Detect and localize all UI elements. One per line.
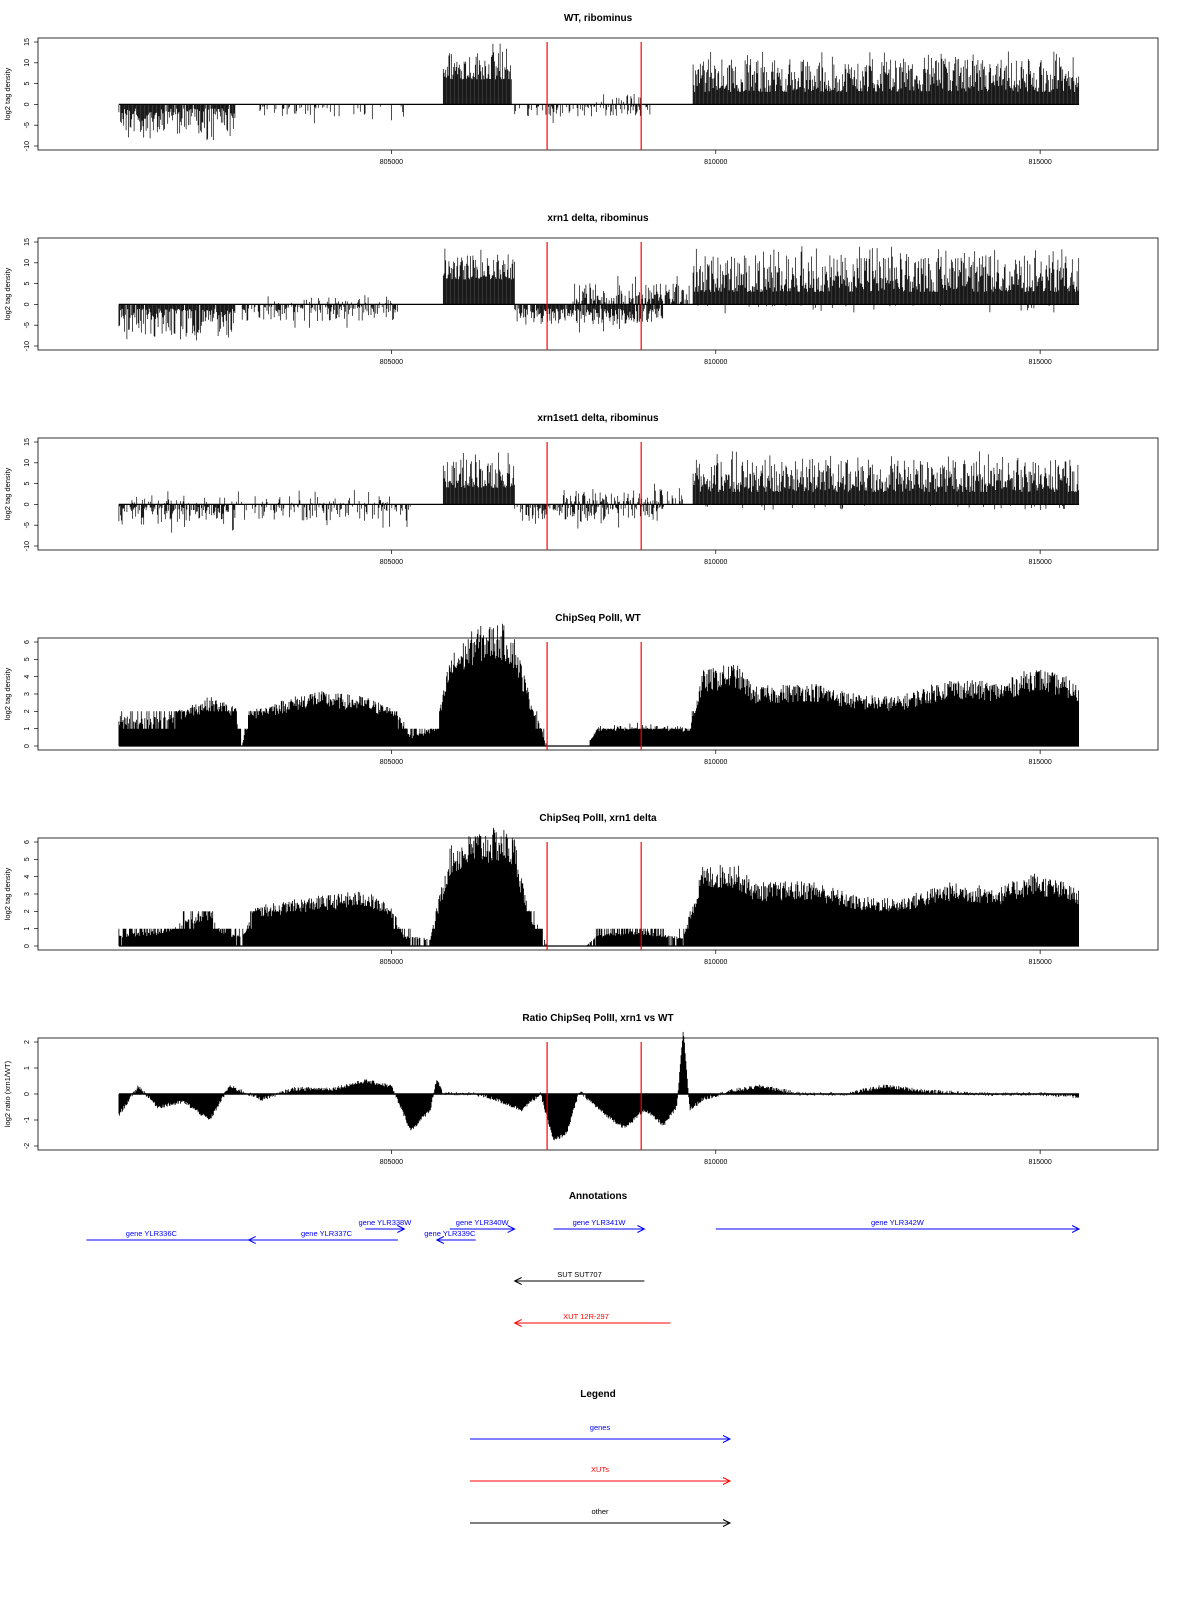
tag-density-bars: [245, 504, 411, 527]
ratio-area: [119, 1032, 1079, 1140]
track-panel-2: [3, 213, 1158, 366]
y-tick-label: -5: [24, 522, 31, 529]
data-series: [119, 624, 1079, 746]
y-tick-label: 0: [24, 302, 31, 307]
y-tick-label: 1: [24, 1066, 31, 1070]
x-tick-label: 805000: [379, 759, 404, 766]
y-tick-label: 2: [24, 1040, 31, 1044]
polii-density-bars: [119, 624, 1079, 746]
y-tick-label: 5: [24, 481, 31, 486]
data-series: [119, 828, 1079, 946]
y-tick-label: 3: [24, 692, 31, 696]
tag-density-bars: [698, 304, 1054, 313]
x-tick-label: 805000: [379, 959, 404, 966]
track-panel-6: [3, 1013, 1158, 1166]
y-tick-label: 15: [24, 38, 31, 46]
y-axis-label: log2 tag density: [3, 867, 12, 921]
y-tick-label: 15: [24, 238, 31, 246]
y-axis: [24, 38, 38, 151]
track-panel-1: [3, 13, 1158, 166]
tag-density-bars: [443, 44, 511, 105]
x-tick-label: 805000: [379, 159, 404, 166]
tag-density-bars: [132, 490, 390, 504]
y-axis: [24, 640, 38, 748]
y-tick-label: -5: [24, 322, 31, 329]
tag-density-bars: [706, 504, 1064, 510]
track-panels: [3, 13, 1158, 1166]
legend-label: XUTs: [591, 1465, 609, 1474]
y-tick-label: 5: [24, 81, 31, 86]
x-tick-label: 805000: [379, 359, 404, 366]
tag-density-bars: [693, 246, 1079, 304]
y-tick-label: 6: [24, 640, 31, 644]
annotation-gene-ylr342w: [716, 1218, 1079, 1233]
data-series: [119, 451, 1079, 532]
tag-density-bars: [597, 94, 641, 104]
y-axis: [24, 238, 38, 351]
y-axis: [24, 840, 38, 948]
x-tick-label: 815000: [1028, 559, 1052, 566]
data-series: [119, 246, 1079, 340]
tag-density-bars: [260, 104, 339, 123]
tag-density-bars: [573, 276, 689, 305]
tag-density-bars: [693, 451, 1079, 504]
y-tick-label: 2: [24, 909, 31, 914]
annotation-xut-12r-297: [515, 1312, 671, 1327]
legend-entry-xuts: [470, 1465, 730, 1485]
tag-density-bars: [693, 52, 1079, 105]
x-tick-label: 815000: [1028, 159, 1052, 166]
x-axis: [380, 550, 1052, 566]
annotation-gene-ylr337c: [249, 1229, 398, 1244]
y-axis: [24, 438, 38, 551]
y-tick-label: 5: [24, 657, 31, 662]
tag-density-bars: [354, 104, 404, 120]
x-tick-label: 815000: [1028, 359, 1052, 366]
x-axis: [380, 950, 1052, 966]
y-tick-label: 0: [24, 502, 31, 507]
y-axis-label: log2 tag density: [3, 467, 12, 521]
x-tick-label: 810000: [704, 159, 728, 166]
x-tick-label: 810000: [704, 359, 728, 366]
y-tick-label: 10: [24, 258, 31, 267]
x-tick-label: 810000: [704, 959, 728, 966]
y-tick-label: 0: [24, 944, 31, 948]
x-tick-label: 805000: [379, 559, 404, 566]
x-tick-label: 810000: [704, 1159, 728, 1166]
y-tick-label: 1: [24, 726, 31, 731]
data-series: [119, 1032, 1079, 1140]
x-tick-label: 815000: [1028, 959, 1052, 966]
tag-density-bars: [563, 484, 682, 505]
tag-density-bars: [515, 104, 650, 123]
legend-label: genes: [589, 1423, 611, 1432]
y-tick-label: -5: [24, 122, 31, 129]
y-tick-label: 5: [24, 281, 31, 286]
x-tick-label: 815000: [1028, 1159, 1052, 1166]
feature-label: XUT 12R-297: [563, 1312, 609, 1321]
y-tick-label: -1: [24, 1116, 31, 1124]
y-tick-label: -10: [24, 340, 31, 352]
tag-density-bars: [443, 453, 514, 505]
feature-label: gene YLR342W: [871, 1218, 924, 1227]
legend-entry-genes: [470, 1423, 730, 1443]
tag-density-bars: [119, 104, 235, 140]
annotation-gene-ylr336c: [86, 1229, 248, 1240]
annotations-title: Annotations: [568, 1191, 628, 1202]
track-panel-5: [3, 813, 1158, 966]
legend-panel: [470, 1389, 730, 1527]
data-series: [119, 44, 1079, 141]
track-panel-3: [3, 413, 1158, 566]
feature-label: gene YLR339C: [424, 1229, 476, 1238]
panel-title: ChipSeq PolII, xrn1 delta: [539, 813, 657, 824]
y-axis-label: log2 tag density: [3, 267, 12, 321]
tag-density-bars: [242, 304, 397, 327]
y-axis-label: log2 tag density: [3, 67, 12, 121]
y-axis-label: log2 ratio (xrn1/WT): [3, 1060, 12, 1128]
y-tick-label: 4: [24, 874, 31, 879]
x-tick-label: 810000: [704, 759, 728, 766]
panel-title: Ratio ChipSeq PolII, xrn1 vs WT: [522, 1013, 674, 1024]
y-tick-label: 5: [24, 857, 31, 862]
x-axis: [380, 1150, 1052, 1166]
annotations-panel: [86, 1191, 1079, 1327]
x-axis: [380, 350, 1052, 366]
y-tick-label: 2: [24, 709, 31, 714]
y-tick-label: 4: [24, 674, 31, 679]
x-tick-label: 805000: [379, 1159, 404, 1166]
y-tick-label: 6: [24, 840, 31, 844]
track-panel-4: [3, 613, 1158, 766]
panel-title: xrn1 delta, ribominus: [547, 213, 649, 224]
tag-density-bars: [443, 249, 514, 305]
y-tick-label: -10: [24, 140, 31, 152]
annotation-gene-ylr341w: [554, 1218, 645, 1233]
panel-title: WT, ribominus: [563, 13, 633, 24]
legend-title: Legend: [580, 1389, 616, 1400]
x-axis: [380, 750, 1052, 766]
y-tick-label: 0: [24, 1092, 31, 1096]
y-axis-label: log2 tag density: [3, 667, 12, 721]
panel-title: xrn1set1 delta, ribominus: [537, 413, 659, 424]
tag-density-bars: [119, 304, 235, 340]
x-axis: [380, 150, 1052, 166]
y-tick-label: 10: [24, 58, 32, 67]
feature-label: gene YLR336C: [125, 1229, 177, 1238]
y-tick-label: 0: [24, 102, 31, 107]
legend-entry-other: [470, 1507, 730, 1527]
y-tick-label: 15: [24, 438, 31, 446]
feature-label: gene YLR337C: [300, 1229, 353, 1238]
x-tick-label: 815000: [1028, 759, 1052, 766]
x-tick-label: 810000: [704, 559, 728, 566]
y-axis: [24, 1040, 38, 1149]
feature-label: gene YLR340W: [455, 1218, 509, 1227]
polii-density-bars: [119, 828, 1079, 946]
annotation-sut-sut707: [515, 1270, 645, 1285]
tag-density-bars: [119, 504, 235, 532]
legend-label: other: [591, 1507, 609, 1516]
y-tick-label: 3: [24, 892, 31, 896]
tag-density-bars: [268, 295, 391, 304]
annotation-gene-ylr338w: [358, 1218, 412, 1233]
y-tick-label: -2: [24, 1142, 31, 1150]
y-tick-label: 1: [24, 926, 31, 931]
panel-title: ChipSeq PolII, WT: [555, 613, 641, 624]
feature-label: gene YLR341W: [572, 1218, 626, 1227]
feature-label: gene YLR338W: [358, 1218, 412, 1227]
y-tick-label: 0: [24, 744, 31, 748]
feature-label: SUT SUT707: [557, 1270, 602, 1279]
y-tick-label: 10: [24, 458, 31, 467]
tag-density-bars: [515, 304, 663, 332]
y-tick-label: -10: [24, 540, 31, 552]
annotation-gene-ylr339c: [424, 1229, 476, 1244]
